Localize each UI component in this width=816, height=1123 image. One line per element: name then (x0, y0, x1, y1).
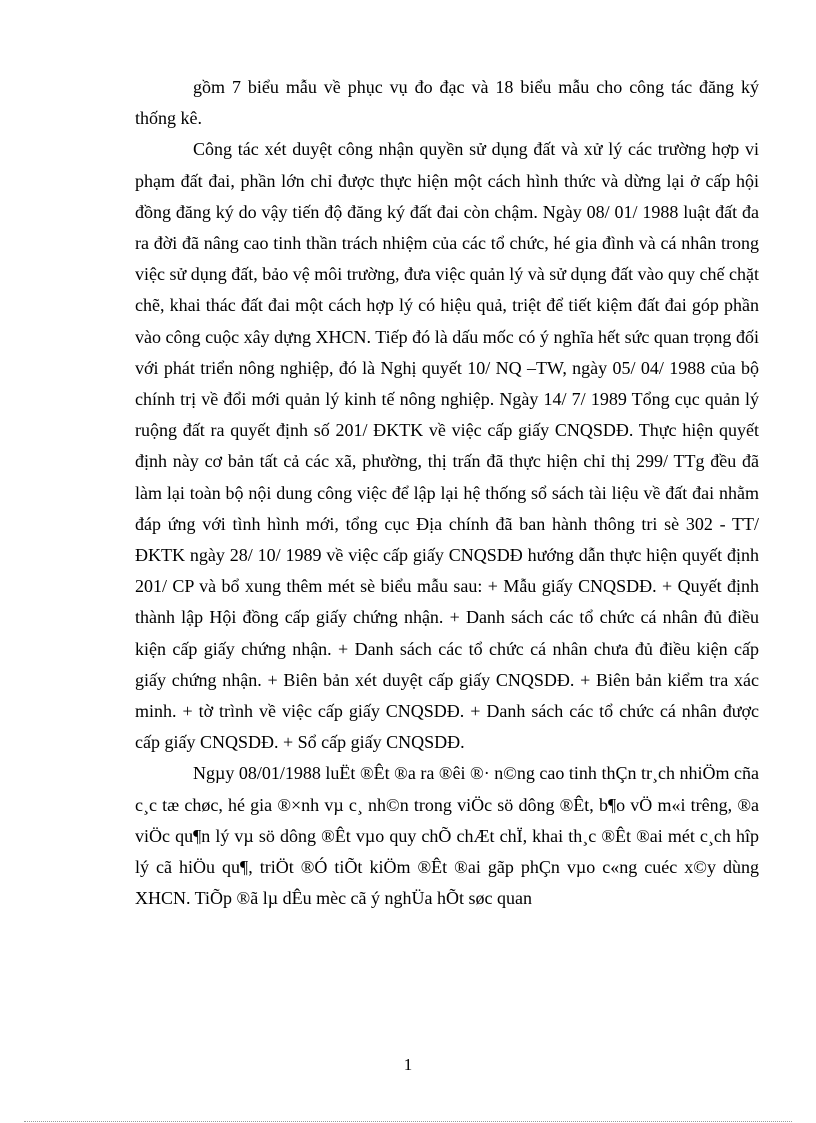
page-number: 1 (403, 1055, 413, 1074)
paragraph-land-registration-history: Công tác xét duyệt công nhận quyền sử dụng đất và xử lý các trường hợp vi phạm đất đai, phần lớn chỉ được thực hiện một cách hình thức và dừng lại ở cấp hội đồng đăng ký do vậy tiến độ đăng ký đất đai còn chậm. Ngày 08/ 01/ 1988 luật đất đa ra đời đã nâng cao tinh thần trách nhiệm của các tổ chức, hé gia đình và cá nhân trong việc sử dụng đất, bảo vệ môi trường, đưa việc quản lý và sử dụng đất vào quy chế chặt chẽ, khai thác đất đai một cách hợp lý có hiệu quả, triệt để tiết kiệm đất đai góp phần vào công cuộc xây dựng XHCN. Tiếp đó là dấu mốc có ý nghĩa hết sức quan trọng đối với phát triển nông nghiệp, đó là Nghị quyết 10/ NQ –TW, ngày 05/ 04/ 1988 của bộ chính trị về đổi mới quản lý kinh tế nông nghiệp. Ngày 14/ 7/ 1989 Tổng cục quản lý ruộng đất ra quyết định số 201/ ĐKTK về việc cấp giấy CNQSDĐ. Thực hiện quyết định này cơ bản tất cả các xã, phường, thị trấn đã thực hiện chỉ thị 299/ TTg đều đã làm lại toàn bộ nội dung công việc để lập lại hệ thống sổ sách tài liệu về đất đai nhằm đáp ứng với tình hình mới, tổng cục Địa chính đã ban hành thông tri sè 302 - TT/ ĐKTK ngày 28/ 10/ 1989 về việc cấp giấy CNQSDĐ hướng dẫn thực hiện quyết định 201/ CP và bổ xung thêm mét sè biểu mẫu sau: + Mẫu giấy CNQSDĐ. + Quyết định thành lập Hội đồng cấp giấy chứng nhận. + Danh sách các tổ chức cá nhân đủ điều kiện cấp giấy chứng nhận. + Danh sách các tổ chức cá nhân chưa đủ điều kiện cấp giấy chứng nhận. + Biên bản xét duyệt cấp giấy CNQSDĐ. + Biên bản kiểm tra xác minh. + tờ trình về việc cấp giấy CNQSDĐ. + Danh sách các tổ chức cá nhân được cấp giấy CNQSDĐ. + Sổ cấp giấy CNQSDĐ. (135, 139, 759, 753)
body-text (135, 72, 759, 914)
page-bottom-divider (24, 1121, 792, 1122)
paragraph-legacy-encoding: Ngµy 08/01/1988 luËt ®Êt ®a ra ®êi ®· n©ng cao tinh thÇn tr¸ch nhiÖm cña c¸c tæ chøc, hé gia ®×nh vµ c¸ nh©n trong viÖc sö dông ®Êt, b¶o vÖ m«i trêng, ®a viÖc qu¶n lý vµ sö dông ®Êt vµo quy chÕ chÆt chÏ, khai th¸c ®Êt ®ai mét c¸ch hîp lý cã hiÖu qu¶, triÖt ®Ó tiÕt kiÖm ®Êt ®ai gãp phÇn vµo c«ng cuéc x©y dùng XHCN. TiÕp ®ã lµ dÊu mèc cã ý nghÜa hÕt søc quan (135, 763, 759, 909)
paragraph-continuation: gồm 7 biểu mẫu về phục vụ đo đạc và 18 biểu mẫu cho công tác đăng ký thống kê. (135, 77, 759, 129)
